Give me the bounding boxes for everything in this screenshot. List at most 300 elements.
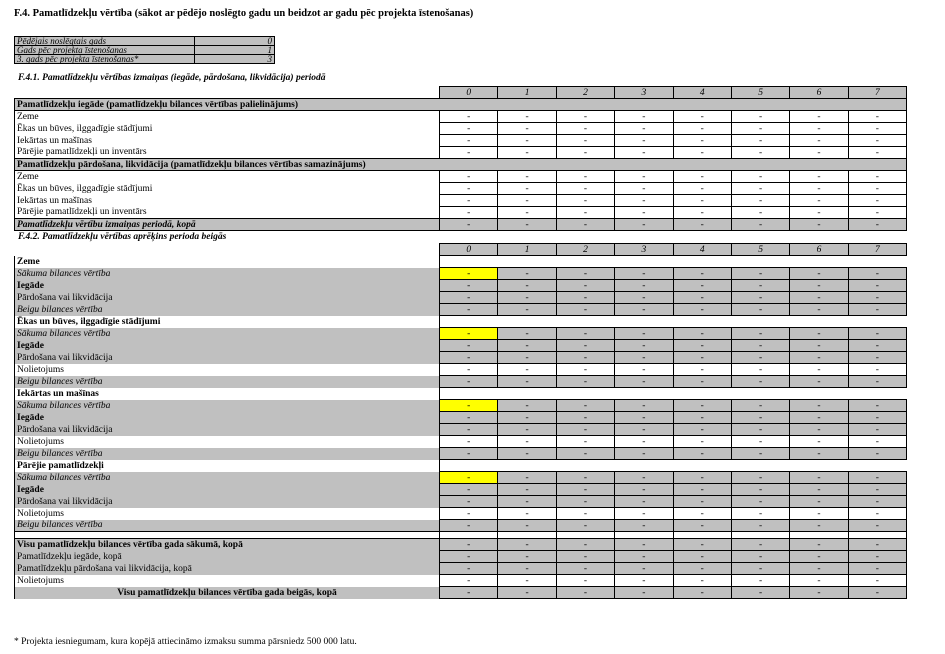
value-cell[interactable]: - bbox=[790, 376, 848, 388]
value-cell[interactable]: - bbox=[615, 575, 673, 587]
value-cell[interactable]: - bbox=[556, 587, 614, 599]
value-cell[interactable]: - bbox=[615, 280, 673, 292]
value-cell[interactable]: - bbox=[440, 219, 498, 231]
value-cell[interactable]: - bbox=[673, 424, 731, 436]
value-cell[interactable]: - bbox=[440, 364, 498, 376]
value-cell[interactable]: - bbox=[673, 400, 731, 412]
value-cell[interactable]: - bbox=[498, 195, 556, 207]
empty-cell bbox=[498, 532, 556, 539]
value-cell[interactable]: - bbox=[440, 292, 498, 304]
value-cell[interactable]: - bbox=[615, 484, 673, 496]
info-value[interactable]: 0 bbox=[195, 37, 275, 46]
value-cell[interactable]: - bbox=[790, 496, 848, 508]
value-cell[interactable]: - bbox=[556, 508, 614, 520]
value-cell[interactable]: - bbox=[790, 364, 848, 376]
value-cell[interactable]: - bbox=[790, 183, 848, 195]
value-cell[interactable]: - bbox=[615, 207, 673, 219]
value-cell[interactable]: - bbox=[440, 400, 498, 412]
row-label: Beigu bilances vērtība bbox=[15, 376, 440, 388]
value-cell[interactable]: - bbox=[731, 520, 789, 532]
value-cell[interactable]: - bbox=[790, 340, 848, 352]
row-label: Sākuma bilances vērtība bbox=[15, 268, 440, 280]
value-cell[interactable]: - bbox=[848, 183, 906, 195]
empty-cell bbox=[790, 388, 848, 400]
row-label: Nolietojums bbox=[15, 436, 440, 448]
value-cell[interactable]: - bbox=[731, 551, 789, 563]
value-cell[interactable]: - bbox=[556, 352, 614, 364]
value-cell[interactable]: - bbox=[790, 484, 848, 496]
value-cell[interactable]: - bbox=[615, 472, 673, 484]
value-cell[interactable]: - bbox=[673, 563, 731, 575]
value-cell[interactable]: - bbox=[440, 520, 498, 532]
value-cell[interactable]: - bbox=[440, 539, 498, 551]
value-cell[interactable]: - bbox=[615, 304, 673, 316]
value-cell[interactable]: - bbox=[731, 352, 789, 364]
value-cell[interactable]: - bbox=[556, 135, 614, 147]
value-cell[interactable]: - bbox=[673, 123, 731, 135]
value-cell[interactable]: - bbox=[731, 563, 789, 575]
value-cell[interactable]: - bbox=[556, 400, 614, 412]
value-cell[interactable]: - bbox=[673, 412, 731, 424]
value-cell[interactable]: - bbox=[615, 551, 673, 563]
value-cell[interactable]: - bbox=[556, 280, 614, 292]
value-cell[interactable]: - bbox=[731, 539, 789, 551]
value-cell[interactable]: - bbox=[673, 135, 731, 147]
value-cell[interactable]: - bbox=[556, 412, 614, 424]
value-cell[interactable]: - bbox=[731, 484, 789, 496]
value-cell[interactable]: - bbox=[556, 424, 614, 436]
value-cell[interactable]: - bbox=[731, 587, 789, 599]
value-cell[interactable]: - bbox=[440, 563, 498, 575]
value-cell[interactable]: - bbox=[848, 207, 906, 219]
value-cell[interactable]: - bbox=[615, 508, 673, 520]
value-cell[interactable]: - bbox=[498, 304, 556, 316]
value-cell[interactable]: - bbox=[440, 508, 498, 520]
table-row bbox=[15, 207, 907, 219]
value-cell[interactable]: - bbox=[556, 219, 614, 231]
value-cell[interactable]: - bbox=[848, 424, 906, 436]
value-cell[interactable]: - bbox=[440, 587, 498, 599]
value-cell[interactable]: - bbox=[498, 123, 556, 135]
value-cell[interactable]: - bbox=[615, 268, 673, 280]
value-cell[interactable]: - bbox=[498, 424, 556, 436]
value-cell[interactable]: - bbox=[848, 472, 906, 484]
value-cell[interactable]: - bbox=[673, 484, 731, 496]
value-cell[interactable]: - bbox=[440, 304, 498, 316]
value-cell[interactable]: - bbox=[673, 575, 731, 587]
row-label: Pamatlīdzekļu pārdošana vai likvidācija, kopā bbox=[15, 563, 440, 575]
value-cell[interactable]: - bbox=[673, 171, 731, 183]
value-cell[interactable]: - bbox=[498, 472, 556, 484]
row-label: Iekārtas un mašīnas bbox=[15, 135, 440, 147]
table-row bbox=[15, 123, 907, 135]
value-cell[interactable]: - bbox=[848, 575, 906, 587]
value-cell[interactable]: - bbox=[790, 147, 848, 159]
empty-cell bbox=[673, 316, 731, 328]
value-cell[interactable]: - bbox=[848, 123, 906, 135]
empty-cell bbox=[673, 460, 731, 472]
value-cell[interactable]: - bbox=[498, 484, 556, 496]
value-cell[interactable]: - bbox=[731, 292, 789, 304]
value-cell[interactable]: - bbox=[731, 171, 789, 183]
value-cell[interactable]: - bbox=[731, 135, 789, 147]
value-cell[interactable]: - bbox=[498, 448, 556, 460]
value-cell[interactable]: - bbox=[615, 340, 673, 352]
value-cell[interactable]: - bbox=[615, 424, 673, 436]
table-row bbox=[15, 292, 907, 304]
value-cell[interactable]: - bbox=[848, 352, 906, 364]
value-cell[interactable]: - bbox=[615, 376, 673, 388]
value-cell[interactable]: - bbox=[848, 111, 906, 123]
row-label: Beigu bilances vērtība bbox=[15, 448, 440, 460]
row-label: Ēkas un būves, ilggadīgie stādījumi bbox=[15, 183, 440, 195]
value-cell[interactable]: - bbox=[440, 436, 498, 448]
value-cell[interactable]: - bbox=[848, 551, 906, 563]
value-cell[interactable]: - bbox=[615, 183, 673, 195]
value-cell[interactable]: - bbox=[615, 563, 673, 575]
value-cell[interactable]: - bbox=[615, 352, 673, 364]
value-cell[interactable]: - bbox=[731, 424, 789, 436]
value-cell[interactable]: - bbox=[731, 340, 789, 352]
value-cell[interactable]: - bbox=[848, 340, 906, 352]
value-cell[interactable]: - bbox=[848, 135, 906, 147]
value-cell[interactable]: - bbox=[731, 496, 789, 508]
value-cell[interactable]: - bbox=[440, 328, 498, 340]
value-cell[interactable]: - bbox=[556, 376, 614, 388]
value-cell[interactable]: - bbox=[673, 352, 731, 364]
value-cell[interactable]: - bbox=[848, 268, 906, 280]
value-cell[interactable]: - bbox=[731, 123, 789, 135]
value-cell[interactable]: - bbox=[440, 472, 498, 484]
value-cell[interactable]: - bbox=[790, 195, 848, 207]
value-cell[interactable]: - bbox=[790, 472, 848, 484]
value-cell[interactable]: - bbox=[440, 352, 498, 364]
value-cell[interactable]: - bbox=[673, 328, 731, 340]
value-cell[interactable]: - bbox=[848, 171, 906, 183]
value-cell[interactable]: - bbox=[848, 376, 906, 388]
value-cell[interactable]: - bbox=[615, 400, 673, 412]
value-cell[interactable]: - bbox=[615, 328, 673, 340]
value-cell[interactable]: - bbox=[440, 268, 498, 280]
value-cell[interactable]: - bbox=[440, 171, 498, 183]
info-value[interactable]: 3 bbox=[195, 55, 275, 64]
value-cell[interactable]: - bbox=[731, 328, 789, 340]
group-header-row bbox=[15, 388, 907, 400]
value-cell[interactable]: - bbox=[848, 280, 906, 292]
row-label: Iegāde bbox=[15, 484, 440, 496]
value-cell[interactable]: - bbox=[673, 280, 731, 292]
column-header: 5 bbox=[731, 87, 789, 99]
value-cell[interactable]: - bbox=[673, 111, 731, 123]
value-cell[interactable]: - bbox=[731, 376, 789, 388]
value-cell[interactable]: - bbox=[673, 147, 731, 159]
table-row bbox=[15, 472, 907, 484]
value-cell[interactable]: - bbox=[848, 364, 906, 376]
value-cell[interactable]: - bbox=[440, 551, 498, 563]
value-cell[interactable]: - bbox=[848, 195, 906, 207]
value-cell[interactable]: - bbox=[498, 563, 556, 575]
value-cell[interactable]: - bbox=[440, 147, 498, 159]
value-cell[interactable]: - bbox=[440, 111, 498, 123]
value-cell[interactable]: - bbox=[498, 219, 556, 231]
value-cell[interactable]: - bbox=[848, 484, 906, 496]
value-cell[interactable]: - bbox=[848, 292, 906, 304]
value-cell[interactable]: - bbox=[790, 400, 848, 412]
value-cell[interactable]: - bbox=[790, 412, 848, 424]
value-cell[interactable]: - bbox=[731, 364, 789, 376]
column-header-row bbox=[15, 244, 907, 256]
value-cell[interactable]: - bbox=[440, 484, 498, 496]
value-cell[interactable]: - bbox=[440, 448, 498, 460]
value-cell[interactable]: - bbox=[731, 436, 789, 448]
value-cell[interactable]: - bbox=[556, 484, 614, 496]
value-cell[interactable]: - bbox=[556, 448, 614, 460]
value-cell[interactable]: - bbox=[790, 292, 848, 304]
value-cell[interactable]: - bbox=[790, 436, 848, 448]
value-cell[interactable]: - bbox=[790, 587, 848, 599]
value-cell[interactable]: - bbox=[615, 496, 673, 508]
value-cell[interactable]: - bbox=[673, 508, 731, 520]
empty-cell bbox=[615, 460, 673, 472]
value-cell[interactable]: - bbox=[790, 563, 848, 575]
row-label: Pamatlīdzekļu iegāde, kopā bbox=[15, 551, 440, 563]
value-cell[interactable]: - bbox=[556, 147, 614, 159]
value-cell[interactable]: - bbox=[498, 147, 556, 159]
value-cell[interactable]: - bbox=[790, 135, 848, 147]
value-cell[interactable]: - bbox=[615, 520, 673, 532]
value-cell[interactable]: - bbox=[556, 207, 614, 219]
value-cell[interactable]: - bbox=[556, 539, 614, 551]
value-cell[interactable]: - bbox=[731, 472, 789, 484]
value-cell[interactable]: - bbox=[556, 340, 614, 352]
value-cell[interactable]: - bbox=[556, 364, 614, 376]
column-header: 4 bbox=[673, 87, 731, 99]
value-cell[interactable]: - bbox=[498, 587, 556, 599]
value-cell[interactable]: - bbox=[673, 219, 731, 231]
value-cell[interactable]: - bbox=[673, 551, 731, 563]
value-cell[interactable]: - bbox=[498, 171, 556, 183]
value-cell[interactable]: - bbox=[848, 304, 906, 316]
value-cell[interactable]: - bbox=[790, 539, 848, 551]
table-row bbox=[15, 195, 907, 207]
value-cell[interactable]: - bbox=[498, 400, 556, 412]
value-cell[interactable]: - bbox=[673, 207, 731, 219]
value-cell[interactable]: - bbox=[556, 551, 614, 563]
value-cell[interactable]: - bbox=[615, 219, 673, 231]
value-cell[interactable]: - bbox=[498, 376, 556, 388]
value-cell[interactable]: - bbox=[790, 551, 848, 563]
value-cell[interactable]: - bbox=[673, 183, 731, 195]
value-cell[interactable]: - bbox=[440, 424, 498, 436]
value-cell[interactable]: - bbox=[731, 400, 789, 412]
value-cell[interactable]: - bbox=[790, 268, 848, 280]
value-cell[interactable]: - bbox=[673, 364, 731, 376]
value-cell[interactable]: - bbox=[556, 496, 614, 508]
value-cell[interactable]: - bbox=[790, 448, 848, 460]
value-cell[interactable]: - bbox=[615, 436, 673, 448]
value-cell[interactable]: - bbox=[673, 448, 731, 460]
value-cell[interactable]: - bbox=[498, 352, 556, 364]
value-cell[interactable]: - bbox=[790, 280, 848, 292]
value-cell[interactable]: - bbox=[615, 412, 673, 424]
value-cell[interactable]: - bbox=[440, 376, 498, 388]
value-cell[interactable]: - bbox=[615, 135, 673, 147]
value-cell[interactable]: - bbox=[731, 268, 789, 280]
column-header: 0 bbox=[440, 244, 498, 256]
value-cell[interactable]: - bbox=[848, 539, 906, 551]
value-cell[interactable]: - bbox=[731, 183, 789, 195]
value-cell[interactable]: - bbox=[848, 400, 906, 412]
value-cell[interactable]: - bbox=[790, 123, 848, 135]
value-cell[interactable]: - bbox=[615, 539, 673, 551]
value-cell[interactable]: - bbox=[498, 268, 556, 280]
value-cell[interactable]: - bbox=[731, 412, 789, 424]
value-cell[interactable]: - bbox=[731, 195, 789, 207]
value-cell[interactable]: - bbox=[440, 412, 498, 424]
info-value[interactable]: 1 bbox=[195, 46, 275, 55]
value-cell[interactable]: - bbox=[673, 376, 731, 388]
value-cell[interactable]: - bbox=[673, 304, 731, 316]
value-cell[interactable]: - bbox=[498, 520, 556, 532]
value-cell[interactable]: - bbox=[615, 123, 673, 135]
value-cell[interactable]: - bbox=[440, 207, 498, 219]
value-cell[interactable]: - bbox=[848, 147, 906, 159]
value-cell[interactable]: - bbox=[556, 328, 614, 340]
value-cell[interactable]: - bbox=[498, 292, 556, 304]
value-cell[interactable]: - bbox=[615, 292, 673, 304]
value-cell[interactable]: - bbox=[790, 575, 848, 587]
row-label: Visu pamatlīdzekļu bilances vērtība gada sākumā, kopā bbox=[15, 539, 440, 551]
value-cell[interactable]: - bbox=[615, 587, 673, 599]
value-cell[interactable]: - bbox=[731, 448, 789, 460]
value-cell[interactable]: - bbox=[440, 123, 498, 135]
value-cell[interactable]: - bbox=[615, 195, 673, 207]
value-cell[interactable]: - bbox=[848, 219, 906, 231]
value-cell[interactable]: - bbox=[848, 520, 906, 532]
value-cell[interactable]: - bbox=[556, 195, 614, 207]
value-cell[interactable]: - bbox=[790, 508, 848, 520]
value-cell[interactable]: - bbox=[790, 328, 848, 340]
value-cell[interactable]: - bbox=[498, 328, 556, 340]
value-cell[interactable]: - bbox=[848, 436, 906, 448]
value-cell[interactable]: - bbox=[673, 340, 731, 352]
table-row bbox=[15, 551, 907, 563]
value-cell[interactable]: - bbox=[498, 340, 556, 352]
value-cell[interactable]: - bbox=[556, 575, 614, 587]
value-cell[interactable]: - bbox=[498, 135, 556, 147]
value-cell[interactable]: - bbox=[556, 304, 614, 316]
value-cell[interactable]: - bbox=[440, 195, 498, 207]
value-cell[interactable]: - bbox=[556, 436, 614, 448]
value-cell[interactable]: - bbox=[498, 280, 556, 292]
value-cell[interactable]: - bbox=[440, 496, 498, 508]
value-cell[interactable]: - bbox=[673, 539, 731, 551]
value-cell[interactable]: - bbox=[498, 539, 556, 551]
value-cell[interactable]: - bbox=[731, 508, 789, 520]
value-cell[interactable]: - bbox=[556, 268, 614, 280]
value-cell[interactable]: - bbox=[731, 304, 789, 316]
value-cell[interactable]: - bbox=[848, 508, 906, 520]
value-cell[interactable]: - bbox=[848, 448, 906, 460]
info-label: Gads pēc projekta īstenošanas bbox=[15, 46, 195, 55]
value-cell[interactable]: - bbox=[848, 563, 906, 575]
value-cell[interactable]: - bbox=[673, 496, 731, 508]
value-cell[interactable]: - bbox=[673, 436, 731, 448]
value-cell[interactable]: - bbox=[731, 575, 789, 587]
value-cell[interactable]: - bbox=[556, 183, 614, 195]
value-cell[interactable]: - bbox=[498, 551, 556, 563]
value-cell[interactable]: - bbox=[498, 508, 556, 520]
value-cell[interactable]: - bbox=[440, 340, 498, 352]
value-cell[interactable]: - bbox=[556, 520, 614, 532]
value-cell[interactable]: - bbox=[731, 147, 789, 159]
empty-cell bbox=[440, 532, 498, 539]
value-cell[interactable]: - bbox=[440, 183, 498, 195]
value-cell[interactable]: - bbox=[498, 412, 556, 424]
value-cell[interactable]: - bbox=[673, 472, 731, 484]
value-cell[interactable]: - bbox=[498, 575, 556, 587]
value-cell[interactable]: - bbox=[615, 171, 673, 183]
value-cell[interactable]: - bbox=[731, 280, 789, 292]
value-cell[interactable]: - bbox=[556, 123, 614, 135]
value-cell[interactable]: - bbox=[556, 111, 614, 123]
value-cell[interactable]: - bbox=[790, 219, 848, 231]
value-cell[interactable]: - bbox=[440, 575, 498, 587]
value-cell[interactable]: - bbox=[615, 111, 673, 123]
value-cell[interactable]: - bbox=[498, 436, 556, 448]
value-cell[interactable]: - bbox=[673, 292, 731, 304]
empty-cell bbox=[440, 316, 498, 328]
value-cell[interactable]: - bbox=[498, 207, 556, 219]
value-cell[interactable]: - bbox=[848, 412, 906, 424]
value-cell[interactable]: - bbox=[556, 563, 614, 575]
value-cell[interactable]: - bbox=[790, 207, 848, 219]
value-cell[interactable]: - bbox=[556, 472, 614, 484]
value-cell[interactable]: - bbox=[731, 219, 789, 231]
value-cell[interactable]: - bbox=[615, 448, 673, 460]
value-cell[interactable]: - bbox=[673, 587, 731, 599]
value-cell[interactable]: - bbox=[498, 496, 556, 508]
row-label: Nolietojums bbox=[15, 508, 440, 520]
value-cell[interactable]: - bbox=[440, 280, 498, 292]
value-cell[interactable]: - bbox=[848, 328, 906, 340]
value-cell[interactable]: - bbox=[498, 364, 556, 376]
value-cell[interactable]: - bbox=[790, 111, 848, 123]
value-cell[interactable]: - bbox=[673, 268, 731, 280]
empty-cell bbox=[556, 460, 614, 472]
value-cell[interactable]: - bbox=[731, 111, 789, 123]
value-cell[interactable]: - bbox=[498, 111, 556, 123]
value-cell[interactable]: - bbox=[615, 147, 673, 159]
value-cell[interactable]: - bbox=[673, 195, 731, 207]
value-cell[interactable]: - bbox=[848, 496, 906, 508]
value-cell[interactable]: - bbox=[556, 171, 614, 183]
value-cell[interactable]: - bbox=[790, 352, 848, 364]
value-cell[interactable]: - bbox=[790, 520, 848, 532]
value-cell[interactable]: - bbox=[498, 183, 556, 195]
empty-cell bbox=[615, 256, 673, 268]
value-cell[interactable]: - bbox=[848, 587, 906, 599]
value-cell[interactable]: - bbox=[673, 520, 731, 532]
row-label: Pārējie pamatlīdzekļi un inventārs bbox=[15, 147, 440, 159]
value-cell[interactable]: - bbox=[790, 304, 848, 316]
value-cell[interactable]: - bbox=[440, 135, 498, 147]
value-cell[interactable]: - bbox=[615, 364, 673, 376]
value-cell[interactable]: - bbox=[790, 171, 848, 183]
value-cell[interactable]: - bbox=[790, 424, 848, 436]
value-cell[interactable]: - bbox=[556, 292, 614, 304]
value-cell[interactable]: - bbox=[731, 207, 789, 219]
